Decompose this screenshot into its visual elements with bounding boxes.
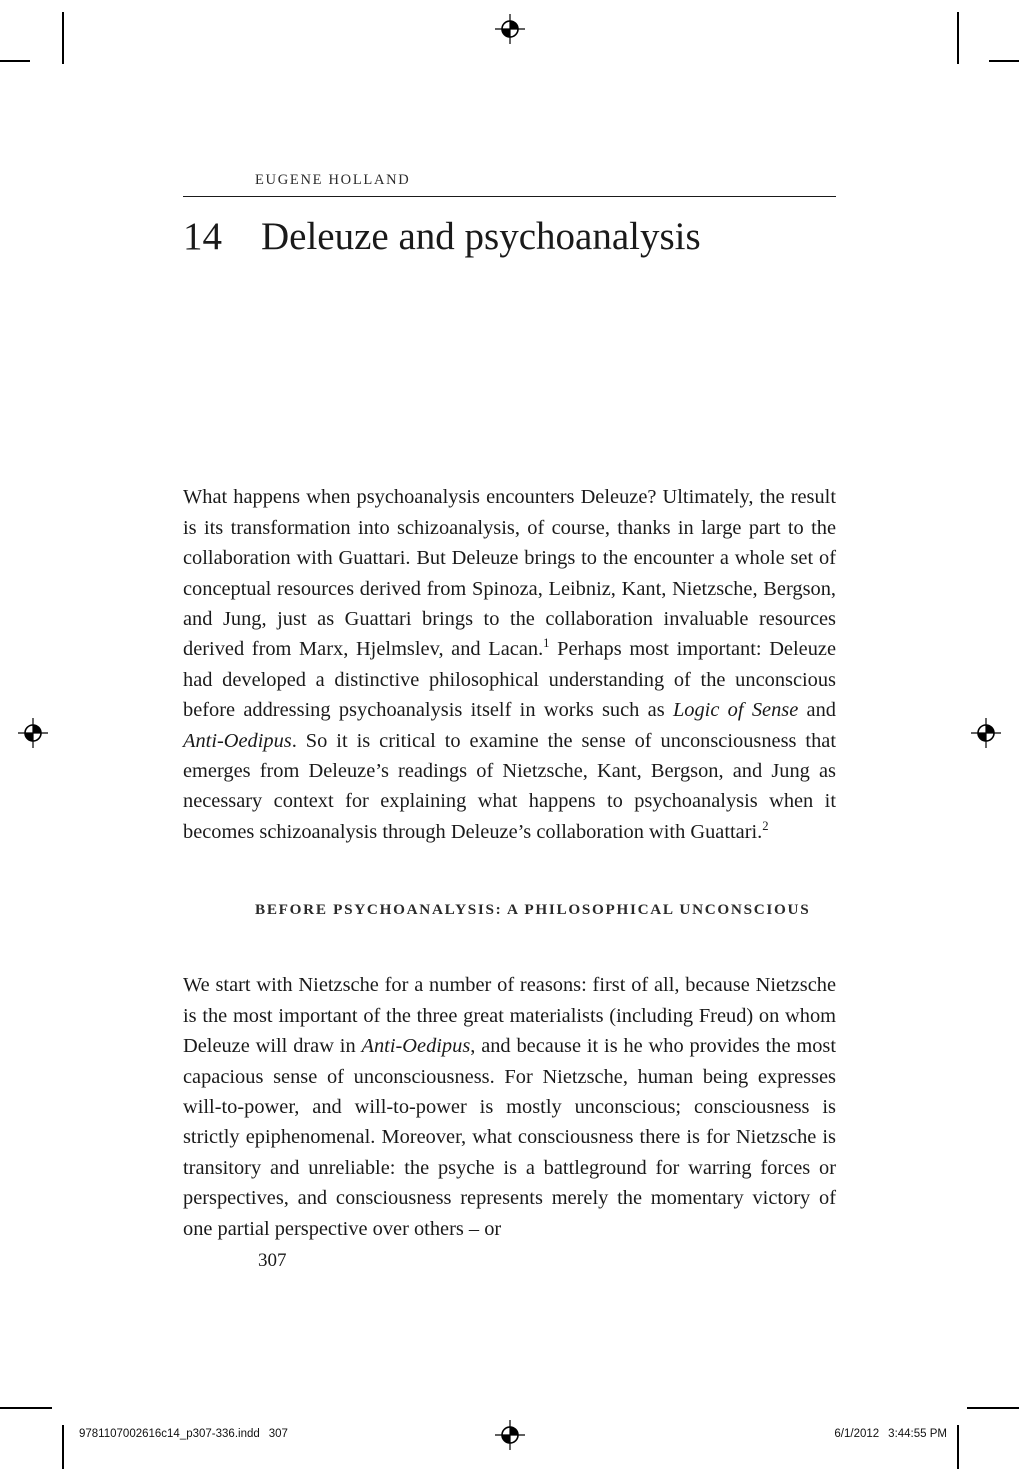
opening-text-part-2: Perhaps most important: Deleuze had developed a distinctive philosophical understanding of the unconscious before addressing psychoanalysis itself in works such as <box>183 638 836 722</box>
crop-mark-top-left-horizontal <box>0 60 30 62</box>
crop-mark-bottom-left-vertical <box>62 1425 64 1469</box>
print-timestamp-time: 3:44:55 PM <box>888 1428 947 1440</box>
chapter-number: 14 <box>183 215 222 258</box>
indd-file-label: 9781107002616c14_p307-336.indd <box>79 1428 260 1440</box>
header-rule <box>183 196 836 197</box>
book-title-anti-oedipus-first: Anti-Oedipus <box>183 729 292 752</box>
page-title: Deleuze and psychoanalysis <box>261 215 701 258</box>
registration-target-top <box>495 14 525 44</box>
section-heading: BEFORE PSYCHOANALYSIS: A PHILOSOPHICAL UNCONSCIOUS <box>255 900 811 918</box>
crop-mark-top-left-vertical <box>62 12 64 64</box>
print-timestamp-date: 6/1/2012 <box>834 1428 880 1440</box>
registration-target-right <box>971 718 1001 748</box>
page-number: 307 <box>258 1250 287 1271</box>
footnote-marker-1: 1 <box>543 636 550 651</box>
paragraph-opening <box>183 482 836 847</box>
registration-target-bottom <box>495 1420 525 1450</box>
body-text-part-2: , and because it is he who provides the most capacious sense of unconsciousness. For Nietzsche, human being expresses will-to-power, and will-to-power is mostly unconscious; consciousness is strictly epiphenomenal. Moreover, what consciousness there is for Nietzsche is transitory and unreliable: the psyche is a battleground for warring forces or perspectives, and consciousness represents merely the momentary victory of one partial perspective over others – or <box>183 1035 836 1240</box>
opening-text-part-4: . So it is critical to examine the sense of unconsciousness that emerges from Deleuze’s readings of Nietzsche, Kant, Bergson, and Jung as necessary context for explaining what happens to psychoanalysis when it becomes schizoanalysis through Deleuze’s collaboration with Guattari. <box>183 729 836 843</box>
paragraph-body <box>183 970 836 1244</box>
crop-mark-bottom-left-horizontal <box>0 1407 52 1409</box>
opening-text-part-1: What happens when psychoanalysis encounters Deleuze? Ultimately, the result is its transformation into schizoanalysis, of course, thanks in large part to the collaboration with Guattari. But Deleuze brings to the encounter a whole set of conceptual resources derived from Spinoza, Leibniz, Kant, Nietzsche, Bergson, and Jung, just as Guattari brings to the collaboration invaluable resources derived from Marx, Hjelmslev, and Lacan. <box>183 486 836 661</box>
running-head-author: EUGENE HOLLAND <box>255 172 411 188</box>
chapter-title-line <box>183 216 883 259</box>
body-text-part-1: We start with Nietzsche for a number of reasons: first of all, because Nietzsche is the most important of the three great materialists (including Freud) on whom Deleuze will draw in <box>183 974 836 1058</box>
registration-target-left <box>18 718 48 748</box>
book-title-logic-of-sense: Logic of Sense <box>672 699 799 722</box>
book-title-anti-oedipus-second: Anti-Oedipus <box>361 1035 471 1058</box>
print-slug-left <box>79 1428 288 1440</box>
crop-mark-bottom-right-horizontal <box>967 1407 1019 1409</box>
crop-mark-top-right-vertical <box>957 12 959 64</box>
crop-mark-bottom-right-vertical <box>957 1425 959 1469</box>
crop-mark-top-right-horizontal <box>989 60 1019 62</box>
print-slug-right <box>834 1428 947 1440</box>
opening-text-part-3: and <box>798 699 837 722</box>
footnote-marker-2: 2 <box>762 819 769 834</box>
indd-folio-label: 307 <box>268 1428 288 1440</box>
